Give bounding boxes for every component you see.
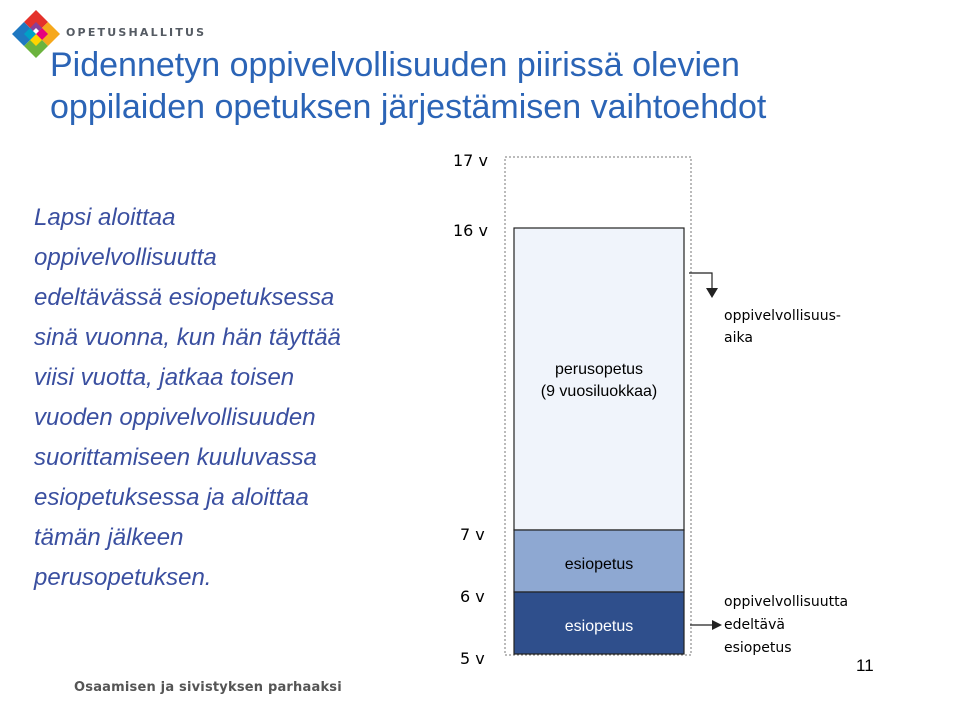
body-line: tämän jälkeen [34, 524, 184, 551]
arrow-right-icon [712, 620, 722, 630]
age-label-5: 5 v [460, 649, 485, 668]
age-label-16: 16 v [453, 221, 488, 240]
body-line: edeltävässä esiopetuksessa [34, 284, 335, 311]
body-line: suorittamiseen kuuluvassa [34, 444, 317, 471]
body-line: Lapsi aloittaa [34, 204, 176, 231]
perusopetus-sublabel: (9 vuosiluokkaa) [540, 383, 658, 400]
footer-slogan: Osaamisen ja sivistyksen parhaaksi [74, 680, 342, 695]
body-line: viisi vuotta, jatkaa toisen [34, 364, 295, 391]
esiopetus-lower-label: esiopetus [564, 618, 634, 635]
age-label-6: 6 v [460, 587, 485, 606]
page-number: 11 [856, 656, 874, 675]
perusopetus-label: perusopetus [554, 361, 644, 378]
compulsory-period-label: aika [724, 330, 753, 346]
age-label-7: 7 v [460, 525, 485, 544]
body-line: esiopetuksessa ja aloittaa [34, 484, 309, 511]
arrow-down-icon [706, 288, 718, 298]
body-line: sinä vuonna, kun hän täyttää [34, 324, 341, 351]
logo-text: OPETUSHALLITUS [66, 26, 207, 39]
pre-compulsory-label: oppivelvollisuutta [724, 594, 849, 610]
esiopetus-upper-label: esiopetus [564, 556, 634, 573]
compulsory-period-label: oppivelvollisuus- [724, 308, 841, 324]
age-label-17: 17 v [453, 151, 488, 170]
pre-compulsory-label: esiopetus [724, 640, 792, 656]
title-line: Pidennetyn oppivelvollisuuden piirissä olevien [50, 46, 740, 84]
body-line: oppivelvollisuutta [34, 244, 217, 271]
title-line: oppilaiden opetuksen järjestämisen vaihtoehdot [50, 88, 767, 126]
body-line: perusopetuksen. [34, 564, 212, 591]
perusopetus-box [514, 228, 684, 530]
body-line: vuoden oppivelvollisuuden [34, 404, 316, 431]
pre-compulsory-label: edeltävä [724, 617, 785, 633]
compulsory-period-bracket [689, 273, 712, 290]
